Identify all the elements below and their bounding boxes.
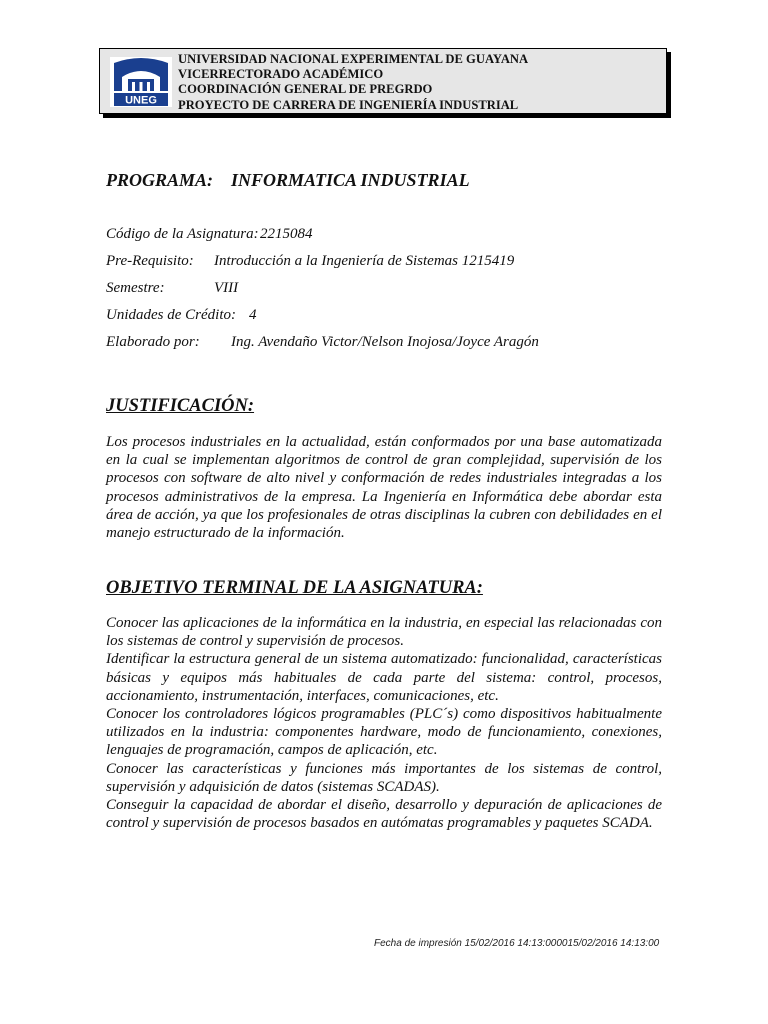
header-line-coordinacion: COORDINACIÓN GENERAL DE PREGRDO bbox=[178, 82, 433, 97]
meta-semestre-label: Semestre: bbox=[106, 280, 165, 296]
meta-prerequisito-label: Pre-Requisito: bbox=[106, 253, 194, 269]
justificacion-title: JUSTIFICACIÓN: bbox=[106, 396, 255, 416]
justificacion-text bbox=[106, 433, 662, 542]
objetivo-paragraph-5: Conseguir la capacidad de abordar el diseño, desarrollo y depuración de aplicaciones de control y supervisión de procesos basados en autómatas programables y paquetes SCADA. bbox=[106, 797, 662, 832]
institution-header bbox=[99, 48, 667, 114]
header-line-proyecto: PROYECTO DE CARRERA DE INGENIERÍA INDUSTRIAL bbox=[178, 97, 519, 112]
meta-elaborado-label: Elaborado por: bbox=[106, 334, 200, 350]
meta-codigo-value: 2215084 bbox=[260, 226, 313, 242]
meta-creditos-label: Unidades de Crédito: bbox=[106, 307, 236, 323]
objetivo-paragraph-1: Conocer las aplicaciones de la informática en la industria, en especial las relacionadas con los sistemas de control y supervisión de procesos. bbox=[106, 615, 662, 650]
program-value: INFORMATICA INDUSTRIAL bbox=[231, 170, 470, 190]
meta-creditos bbox=[106, 307, 257, 324]
meta-elaborado bbox=[106, 334, 539, 351]
program-label: PROGRAMA: bbox=[106, 170, 214, 190]
print-date-footer: Fecha de impresión 15/02/2016 14:13:000015/02/2016 14:13:00 bbox=[374, 938, 660, 949]
meta-creditos-value: 4 bbox=[249, 307, 257, 323]
header-text bbox=[178, 52, 528, 113]
meta-prerequisito-value: Introducción a la Ingeniería de Sistemas 1215419 bbox=[214, 253, 515, 269]
meta-elaborado-value: Ing. Avendaño Victor/Nelson Inojosa/Joyce Aragón bbox=[231, 334, 539, 350]
objetivo-paragraph-3: Conocer los controladores lógicos programables (PLC´s) como dispositivos habitualmente utilizados en la industria: componentes hardware, modo de funcionamiento, conexiones, lenguajes de programación, campos de aplicación, etc. bbox=[106, 706, 662, 759]
meta-semestre-value: VIII bbox=[214, 280, 239, 296]
uneg-logo bbox=[110, 57, 172, 107]
objetivo-paragraph-2: Identificar la estructura general de un sistema automatizado: funcionalidad, características básicas y equipos más habituales de cada parte del sistema: control, procesos, accionamiento, instrumentación, interfaces, comunicaciones, etc. bbox=[106, 651, 662, 704]
logo-text: UNEG bbox=[125, 94, 157, 107]
justificacion-paragraph: Los procesos industriales en la actualidad, están conformados por una base automatizada en la cual se implementan algoritmos de control de gran complejidad, supervisión de los procesos con software de alto nivel y conformación de redes industriales integradas a los procesos administrativos de la empresa. La Ingeniería en Informática debe abordar esta área de acción, ya que los profesionales de otras disciplinas la cubren con debilidades en el manejo estructurado de la información. bbox=[106, 434, 662, 542]
meta-codigo bbox=[106, 226, 313, 243]
program-heading bbox=[106, 170, 470, 191]
objetivo-title: OBJETIVO TERMINAL DE LA ASIGNATURA: bbox=[106, 578, 483, 598]
header-line-university: UNIVERSIDAD NACIONAL EXPERIMENTAL DE GUAYANA bbox=[178, 52, 529, 66]
header-line-vicerrectorado: VICERRECTORADO ACADÉMICO bbox=[178, 67, 384, 82]
objetivo-paragraph-4: Conocer las características y funciones más importantes de los sistemas de control, supervisión y adquisición de datos (sistemas SCADAS). bbox=[106, 760, 662, 795]
meta-semestre bbox=[106, 280, 239, 297]
objetivo-text bbox=[106, 614, 662, 832]
meta-codigo-label: Código de la Asignatura: bbox=[106, 226, 259, 242]
meta-prerequisito bbox=[106, 253, 515, 270]
